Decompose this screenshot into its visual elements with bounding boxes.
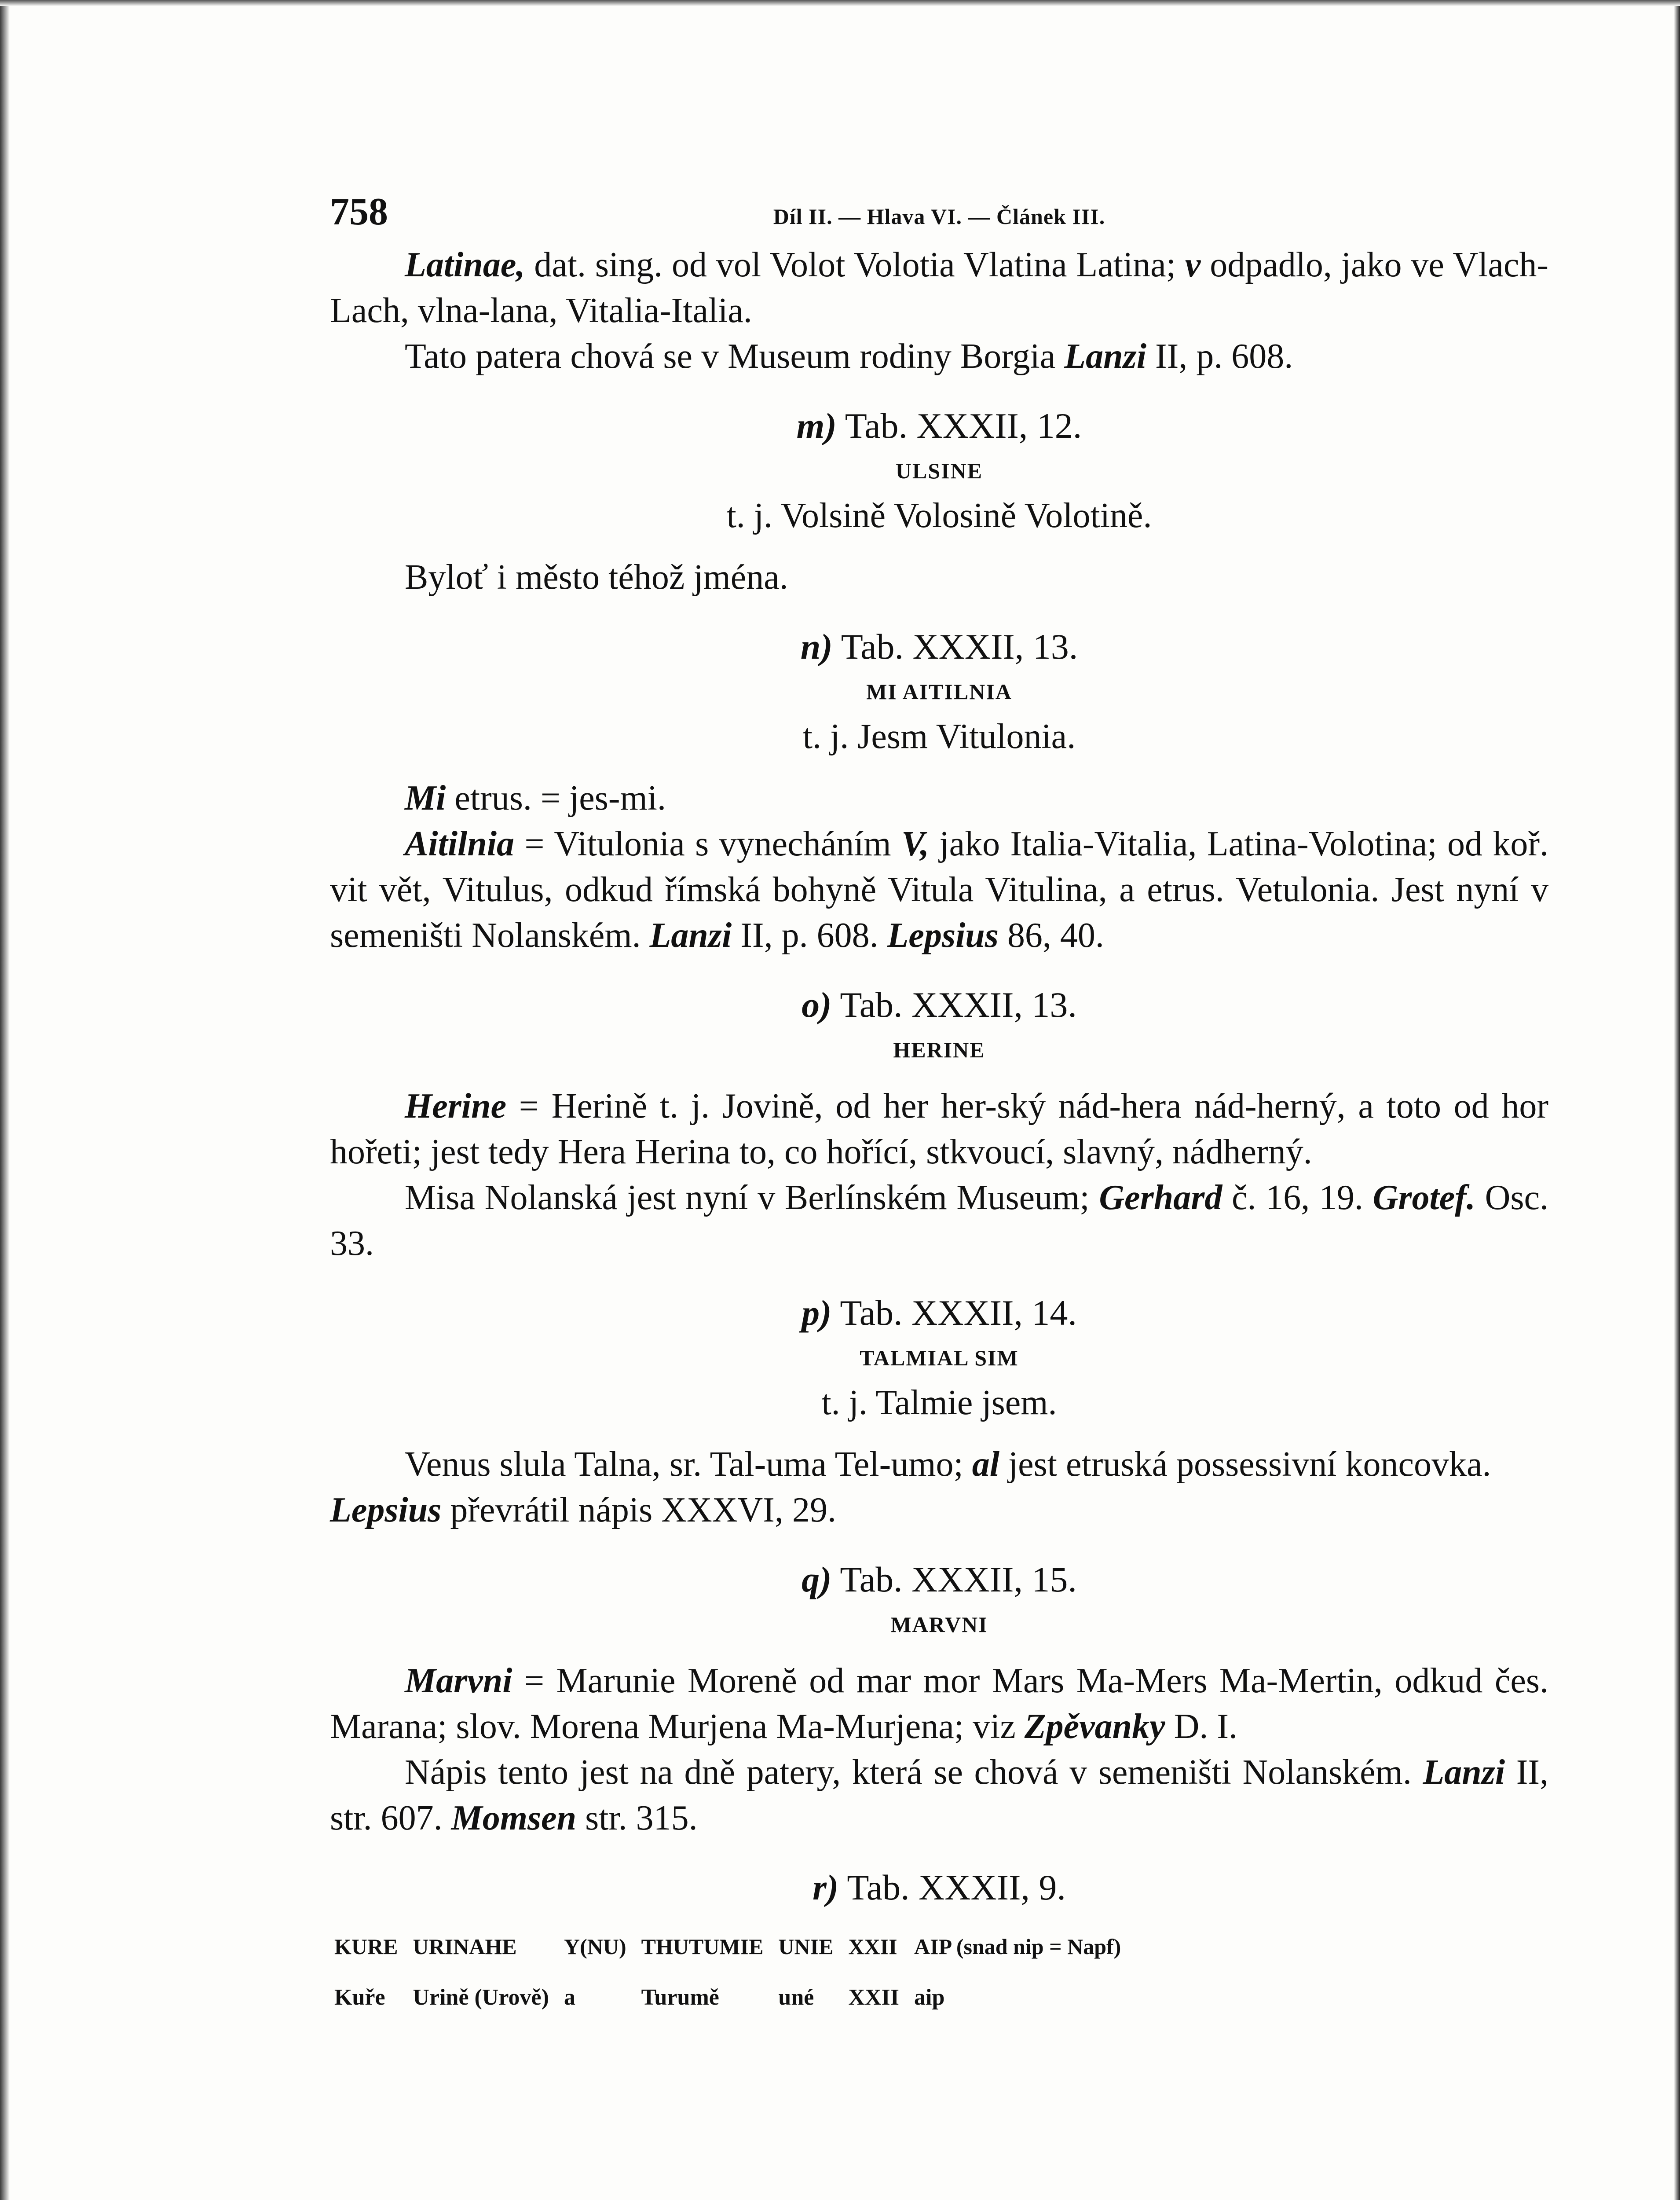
text: dat. sing. od vol Volot Volotia Vlatina Latina; bbox=[525, 246, 1185, 284]
section-heading-p bbox=[330, 1290, 1548, 1336]
tab-ref: Tab. XXXII, 12. bbox=[836, 406, 1082, 446]
translation-m: t. j. Volsině Volosině Volotině. bbox=[726, 496, 1152, 535]
term-latinae: Latinae, bbox=[405, 246, 525, 284]
text: etrus. = jes-mi. bbox=[446, 779, 666, 818]
section-heading-n bbox=[330, 624, 1548, 670]
text: = Herině t. j. Jovině, od her her-ský nád-hera nád-herný, a toto od hor hořeti; jest tedy Hera Herina to, co hořící, stkvoucí, slavný, nádherný. bbox=[330, 1087, 1548, 1171]
section-letter: r) bbox=[813, 1867, 839, 1907]
term-marvni: Marvni bbox=[405, 1661, 512, 1700]
tab-ref: Tab. XXXII, 13. bbox=[831, 985, 1077, 1025]
ref-gerhard: Gerhard bbox=[1099, 1178, 1222, 1217]
herine-paragraph bbox=[330, 1083, 1548, 1175]
text: Osc. 33. bbox=[330, 1178, 1548, 1263]
marvni-paragraph bbox=[330, 1658, 1548, 1749]
term-v: v bbox=[1185, 246, 1201, 284]
tab-ref: Tab. XXXII, 14. bbox=[831, 1293, 1077, 1333]
cell: AIP (snad nip = Napf) bbox=[914, 1934, 1121, 1959]
section-letter: q) bbox=[802, 1559, 832, 1599]
inscription-table bbox=[334, 1922, 1136, 2024]
aitilnia-paragraph bbox=[330, 821, 1548, 958]
ref-grotefend: Grotef. bbox=[1373, 1178, 1475, 1217]
term-v: V, bbox=[901, 825, 930, 863]
text: jako Italia-Vitalia, Latina-Volotina; od koř. vit vět, Vitulus, odkud římská bohyně Vitula Vitulina, a etrus. Vetulonia. Jest nyní v semeništi Nolanském. bbox=[330, 825, 1548, 955]
inscription-row-czech bbox=[334, 1973, 1136, 2024]
mi-paragraph bbox=[330, 775, 1548, 821]
inscription-row-etruscan bbox=[334, 1922, 1136, 1973]
cell: uné bbox=[778, 1985, 814, 2010]
inscription-herine: HERINE bbox=[893, 1038, 985, 1062]
page-number: 758 bbox=[330, 191, 388, 233]
cell: Urině (Urově) bbox=[413, 1985, 549, 2010]
cell: aip bbox=[914, 1985, 945, 2010]
text: jest etruská possessivní koncovka. bbox=[999, 1445, 1491, 1484]
misa-paragraph bbox=[330, 1175, 1548, 1266]
text: 86, 40. bbox=[998, 916, 1104, 955]
cell: Turumě bbox=[641, 1985, 719, 2010]
text: D. I. bbox=[1165, 1707, 1238, 1746]
spacer bbox=[330, 1426, 1548, 1441]
text: č. 16, 19. bbox=[1222, 1178, 1373, 1217]
venus-paragraph bbox=[330, 1441, 1548, 1487]
book-page bbox=[330, 189, 1548, 2024]
running-title: Díl II. — Hlava VI. — Článek III. bbox=[773, 204, 1105, 229]
term-mi: Mi bbox=[405, 779, 446, 818]
inscription-mi-aitilnia: MI AITILNIA bbox=[866, 679, 1012, 704]
ref-lanzi: Lanzi bbox=[1423, 1753, 1505, 1792]
inscription-talmial-sim: TALMIAL SIM bbox=[860, 1346, 1019, 1370]
cell: XXII bbox=[848, 1985, 900, 2010]
section-heading-r bbox=[330, 1865, 1548, 1910]
spacer bbox=[330, 1642, 1548, 1658]
cell: THUTUMIE bbox=[641, 1934, 764, 1959]
tab-ref: Tab. XXXII, 9. bbox=[838, 1867, 1066, 1907]
inscription-ulsine: ULSINE bbox=[895, 458, 983, 483]
text: Venus slula Talna, sr. Tal-uma Tel-umo; bbox=[405, 1445, 972, 1484]
cell: a bbox=[564, 1985, 575, 2010]
cell: Y(NU) bbox=[564, 1934, 626, 1959]
text: = Vitulonia s vynecháním bbox=[514, 825, 901, 863]
scan-edge-right bbox=[1674, 0, 1680, 2200]
text: II, str. 607. bbox=[330, 1753, 1549, 1837]
spacer bbox=[330, 539, 1548, 554]
scan-edge-top bbox=[0, 0, 1680, 6]
patera-paragraph bbox=[330, 334, 1548, 379]
section-letter: n) bbox=[800, 627, 833, 667]
napis-paragraph bbox=[330, 1749, 1548, 1841]
latinae-paragraph bbox=[330, 242, 1548, 334]
tab-ref: Tab. XXXII, 15. bbox=[831, 1559, 1077, 1599]
tab-ref: Tab. XXXII, 13. bbox=[832, 627, 1078, 667]
cell: UNIE bbox=[778, 1934, 834, 1959]
translation-n: t. j. Jesm Vitulonia. bbox=[802, 717, 1076, 756]
ref-lanzi: Lanzi bbox=[649, 916, 732, 955]
page-header bbox=[330, 189, 1548, 242]
cell: XXII bbox=[848, 1934, 897, 1959]
spacer bbox=[330, 1067, 1548, 1083]
ref-momsen: Momsen bbox=[451, 1799, 577, 1837]
translation-p: t. j. Talmie jsem. bbox=[821, 1383, 1057, 1422]
section-letter: o) bbox=[802, 985, 832, 1025]
body-m: Byloť i město téhož jména. bbox=[405, 558, 788, 597]
section-letter: m) bbox=[796, 406, 837, 446]
term-al: al bbox=[972, 1445, 999, 1484]
text: II, p. 608. bbox=[1146, 337, 1293, 376]
section-heading-q bbox=[330, 1557, 1548, 1602]
scan-edge-left bbox=[0, 0, 10, 2200]
text: Misa Nolanská jest nyní v Berlínském Museum; bbox=[405, 1178, 1099, 1217]
text: převrátil nápis XXXVI, 29. bbox=[441, 1491, 836, 1529]
term-herine: Herine bbox=[405, 1087, 507, 1126]
term-aitilnia: Aitilnia bbox=[405, 825, 514, 863]
section-heading-o bbox=[330, 982, 1548, 1028]
ref-lepsius: Lepsius bbox=[887, 916, 999, 955]
text: = Marunie Morenĕ od mar mor Mars Ma-Mers Ma-Mertin, odkud čes. Marana; slov. Morena Murjena Ma-Murjena; viz bbox=[330, 1661, 1548, 1746]
ref-lepsius: Lepsius bbox=[330, 1491, 442, 1529]
lepsius-paragraph bbox=[330, 1487, 1548, 1533]
spacer bbox=[330, 759, 1548, 775]
cell: Kuře bbox=[334, 1985, 385, 2010]
section-heading-m bbox=[330, 403, 1548, 449]
inscription-marvni: MARVNI bbox=[890, 1612, 988, 1637]
text: Tato patera chová se v Museum rodiny Borgia bbox=[405, 337, 1065, 376]
ref-zpevanky: Zpěvanky bbox=[1024, 1707, 1165, 1746]
cell: URINAHE bbox=[413, 1934, 517, 1959]
ref-lanzi: Lanzi bbox=[1064, 337, 1146, 376]
text: str. 315. bbox=[576, 1799, 698, 1837]
text: II, p. 608. bbox=[732, 916, 887, 955]
text: odpadlo, jako ve Vlach-Lach, vlna-lana, Vitalia-Italia. bbox=[330, 246, 1549, 330]
cell: KURE bbox=[334, 1934, 398, 1959]
section-letter: p) bbox=[802, 1293, 832, 1333]
text: Nápis tento jest na dně patery, která se chová v semeništi Nolanském. bbox=[405, 1753, 1423, 1792]
